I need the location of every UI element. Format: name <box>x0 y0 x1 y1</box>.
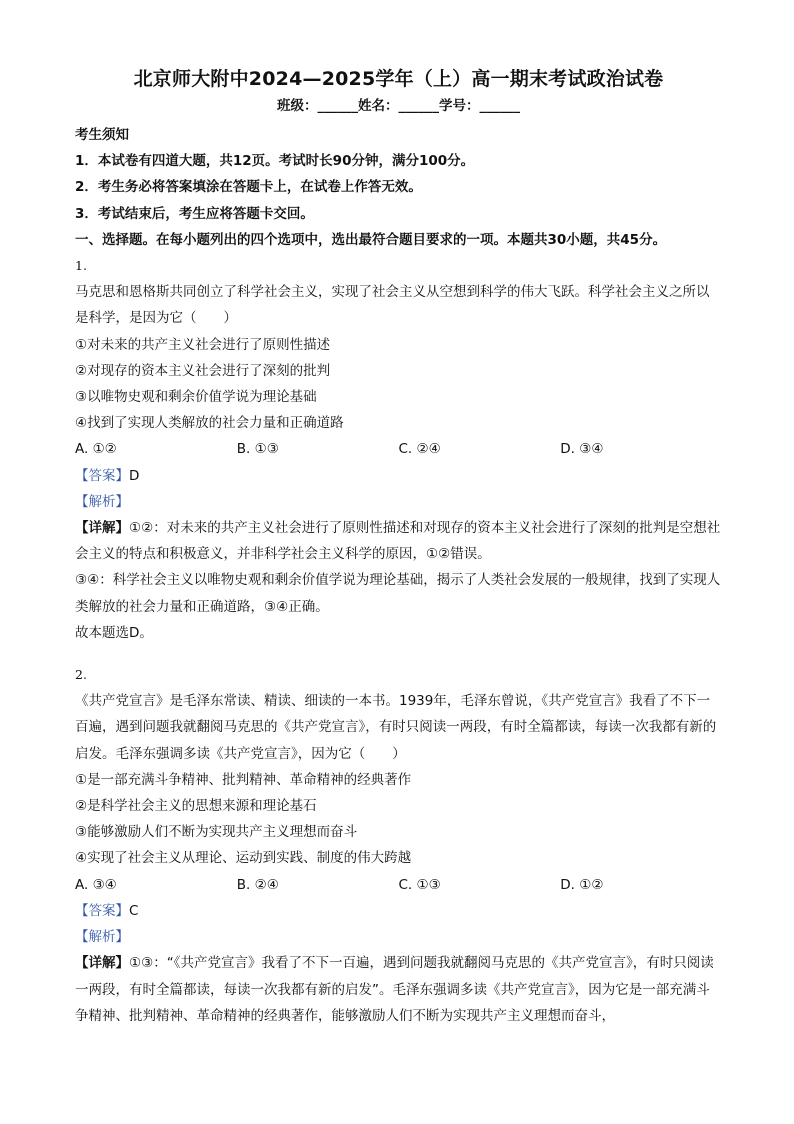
section-heading: 一、选择题。在每小题列出的四个选项中，选出最符合题目要求的一项。本题共30小题，共45分。 <box>75 231 667 248</box>
option-b: B. ②④ <box>236 876 279 893</box>
question-statement: ③能够激励人们不断为实现共产主义理想而奋斗 <box>75 824 358 841</box>
detail-text: ①②：对未来的共产主义社会进行了原则性描述和对现存的资本主义社会进行了深刻的批判是空想社会主义的特点和积极意义，并非科学社会主义科学的原因，①②错误。 <box>75 520 721 563</box>
question-number: 2. <box>75 667 87 683</box>
answer-value: C <box>129 902 139 919</box>
option-a: A. ①② <box>75 441 117 458</box>
option-c: C. ②④ <box>398 441 441 458</box>
question-stem: 马克思和恩格斯共同创立了科学社会主义，实现了社会主义从空想到科学的伟大飞跃。科学社会主义之所以是科学，是因为它（ ） <box>75 284 710 327</box>
answer-label: 【答案】 <box>75 467 129 484</box>
option-b: B. ①③ <box>236 441 279 458</box>
notice-item: 3．考试结束后，考生应将答题卡交回。 <box>75 205 314 222</box>
detail-label: 【详解】 <box>75 520 129 537</box>
detail-label: 【详解】 <box>75 955 129 972</box>
answer-line <box>75 898 722 924</box>
question-statement: ③以唯物史观和剩余价值学说为理论基础 <box>75 389 317 406</box>
analysis-label: 【解析】 <box>75 493 129 510</box>
question-number: 1. <box>75 258 87 274</box>
question-statement: ②对现存的资本主义社会进行了深刻的批判 <box>75 362 331 379</box>
answer-value: D <box>129 467 140 484</box>
detail-paragraph <box>75 950 722 1029</box>
option-a: A. ③④ <box>75 876 117 893</box>
notice-item: 1．本试卷有四道大题，共12页。考试时长90分钟，满分100分。 <box>75 153 475 170</box>
detail-text: ①③：“《共产党宣言》我看了不下一百遍，遇到问题我就翻阅马克思的《共产党宣言》，有时只阅读一两段，有时全篇都读，每读一次我都有新的启发”。毛泽东强调多读《共产党宣言》，因为它是一部充满斗争精神、批判精神、革命精神的经典著作，能够激励人们不断为实现共产主义理想而奋斗， <box>75 955 714 1024</box>
question-statement: ①是一部充满斗争精神、批判精神、革命精神的经典著作 <box>75 771 412 788</box>
detail-paragraph <box>75 515 722 567</box>
option-row <box>75 872 722 898</box>
question-statement: ④实现了社会主义从理论、运动到实践、制度的伟大跨越 <box>75 850 412 867</box>
option-d: D. ①② <box>560 876 604 893</box>
question-statement: ①对未来的共产主义社会进行了原则性描述 <box>75 336 331 353</box>
spacer <box>75 646 722 662</box>
question-statement: ④找到了实现人类解放的社会力量和正确道路 <box>75 415 344 432</box>
option-c: C. ①③ <box>398 876 441 893</box>
notice-item: 2．考生务必将答案填涂在答题卡上，在试卷上作答无效。 <box>75 179 422 196</box>
analysis-label: 【解析】 <box>75 929 129 946</box>
detail-paragraph: ③④：科学社会主义以唯物史观和剩余价值学说为理论基础，揭示了人类社会发展的一般规律，找到了实现人类解放的社会力量和正确道路，③④正确。 <box>75 572 721 615</box>
question-stem: 《共产党宣言》是毛泽东常读、精读、细读的一本书。1939年，毛泽东曾说，《共产党宣言》我看了不下一百遍，遇到问题我就翻阅马克思的《共产党宣言》，有时只阅读一两段，有时全篇都读，每读一次我都有新的启发。毛泽东强调多读《共产党宣言》，因为它（ ） <box>75 693 717 762</box>
notice-heading: 考生须知 <box>75 127 129 143</box>
option-d: D. ③④ <box>560 441 604 458</box>
answer-label: 【答案】 <box>75 902 129 919</box>
answer-line <box>75 463 722 489</box>
question-statement: ②是科学社会主义的思想来源和理论基石 <box>75 798 317 815</box>
option-row <box>75 436 722 462</box>
detail-conclusion: 故本题选D。 <box>75 624 153 641</box>
exam-title: 北京师大附中2024—2025学年（上）高一期末考试政治试卷 <box>133 68 664 90</box>
student-info-line: 班级：______姓名：______学号：______ <box>277 98 520 114</box>
